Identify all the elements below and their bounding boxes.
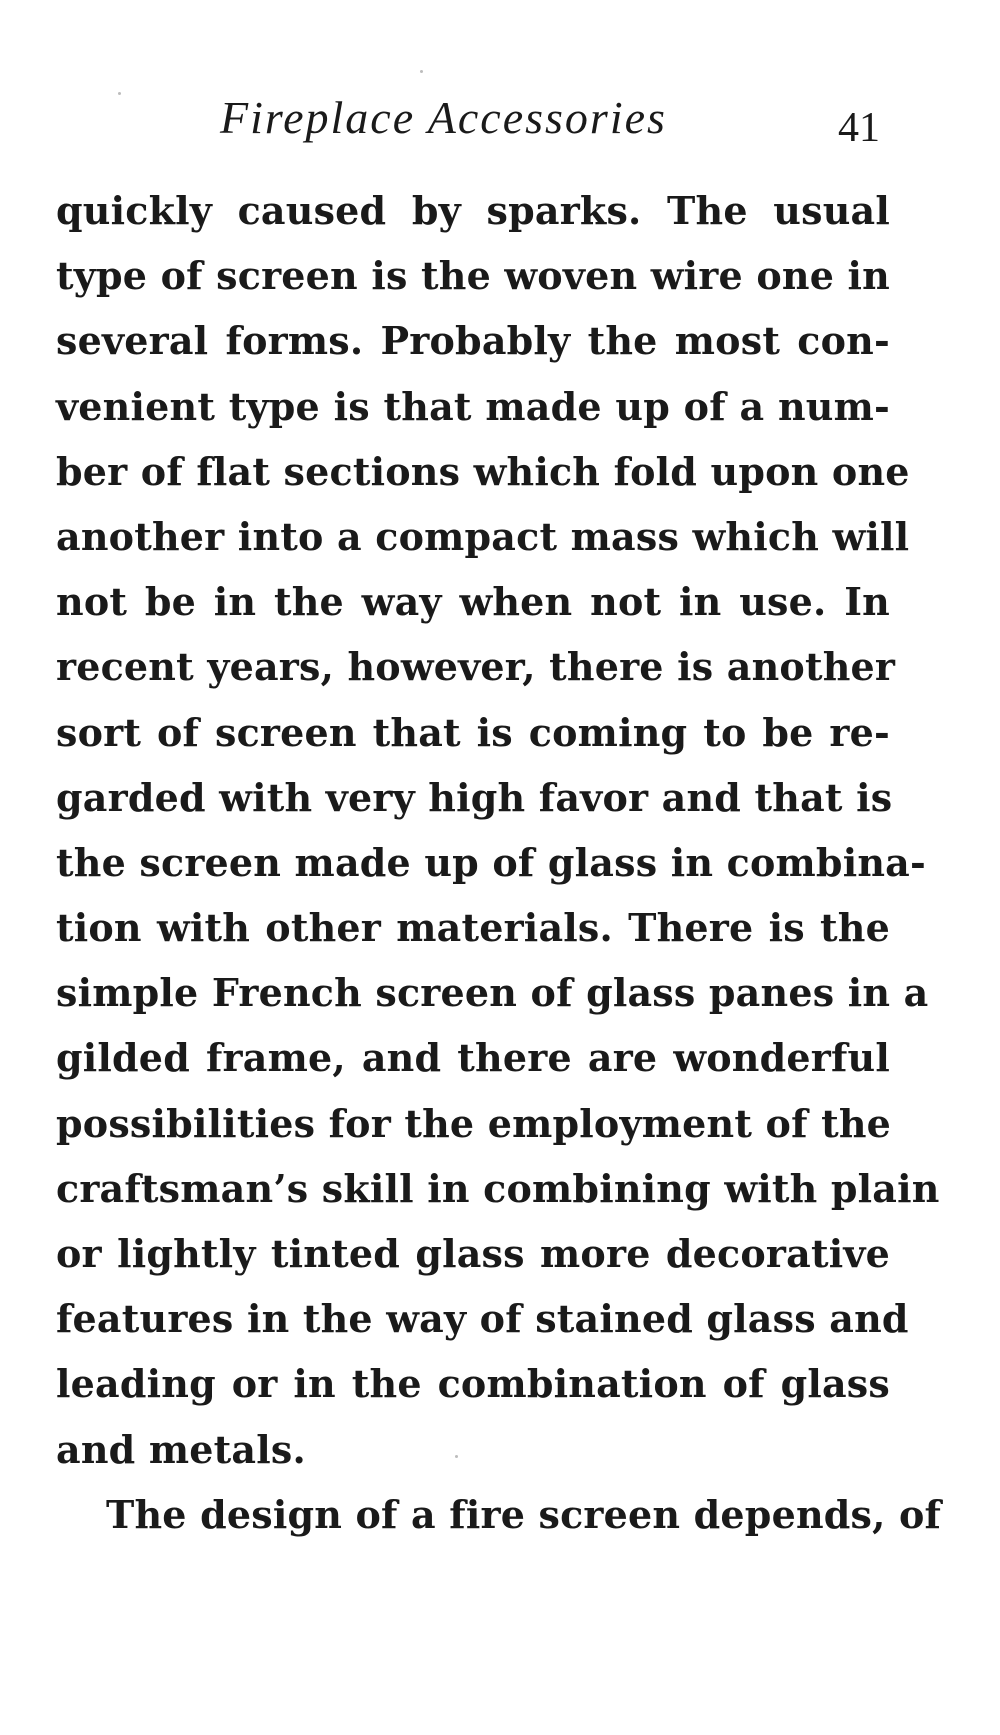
running-head: Fireplace Accessories: [220, 92, 667, 143]
page-number: 41: [838, 105, 880, 151]
text-line: recent years, however, there is another: [56, 644, 896, 690]
text-line: leading or in the combination of glass: [56, 1361, 890, 1407]
text-line: tion with other materials. There is the: [56, 905, 890, 951]
text-line: several forms. Probably the most con-: [56, 318, 890, 364]
text-line: quickly caused by sparks. The usual: [56, 188, 890, 233]
text-line: garded with very high favor and that is: [56, 774, 893, 820]
text-line: gilded frame, and there are wonderful: [56, 1035, 890, 1081]
text-line: possibilities for the employment of the: [56, 1100, 892, 1146]
body-text: [56, 178, 942, 1547]
paper-speck: [118, 92, 121, 95]
paragraph-first-line: The design of a fire screen depends, of: [106, 1491, 942, 1537]
text-line: or lightly tinted glass more decorative: [56, 1231, 890, 1276]
text-line: type of screen is the woven wire one in: [56, 253, 890, 299]
text-line: craftsman’s skill in combining with plain: [56, 1165, 940, 1211]
text-line: not be in the way when not in use. In: [56, 579, 890, 625]
paper-speck: [420, 70, 423, 73]
text-line: simple French screen of glass panes in a: [56, 970, 929, 1016]
text-line: sort of screen that is coming to be re-: [56, 709, 890, 755]
text-line: ber of flat sections which fold upon one: [56, 448, 910, 494]
text-line: features in the way of stained glass and: [56, 1296, 909, 1342]
text-line: and metals.: [56, 1426, 306, 1472]
text-line: the screen made up of glass in combina-: [56, 839, 926, 885]
text-line: another into a compact mass which will: [56, 513, 910, 559]
text-line: venient type is that made up of a num-: [56, 383, 890, 429]
